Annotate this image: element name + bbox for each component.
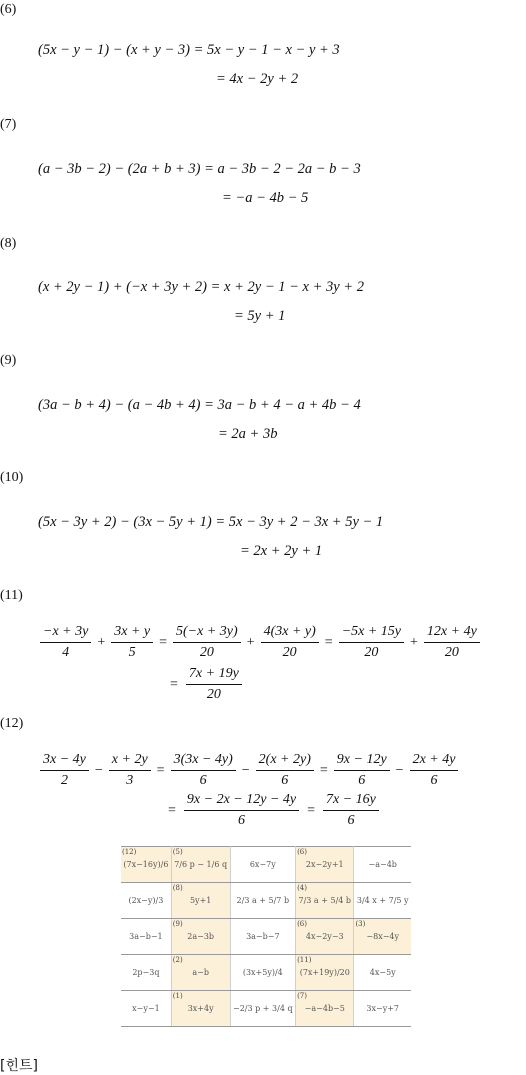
equation-line: (3a − b + 4) − (a − 4b + 4) = 3a − b + 4 − a + 4b − 4 — [38, 397, 361, 413]
answer-cell — [171, 919, 230, 955]
fraction: $\frac{3x - 4y}{2}$ — [40, 752, 89, 789]
cell-expression: 2p−3q — [132, 968, 160, 977]
answer-cell — [230, 955, 296, 991]
equation-line: $\frac{3x - 4y}{2}$ − $\frac{x + 2y}{3}$ = $\frac{3(3x - 4y)}{6}$ − $\frac{2(x + 2y)}{6}$ = $\frac{9x - 12y}{6}$ − $\frac{2x + 4y}{6}$ — [38, 752, 460, 789]
cell-expression: 4x−2y−3 — [305, 932, 344, 941]
equation-result: = 5y + 1 — [234, 308, 286, 324]
cell-expression: 3x+4y — [187, 1004, 214, 1013]
fraction: $\frac{5(-x + 3y)}{20}$ — [173, 624, 241, 661]
fraction: $\frac{9x - 12y}{6}$ — [334, 752, 390, 789]
answer-cell — [121, 883, 171, 919]
answer-cell — [121, 991, 171, 1027]
cell-expression: −2/3 p + 3/4 q — [233, 1004, 293, 1013]
fraction: $\frac{7x - 16y}{6}$ — [323, 792, 379, 829]
cell-expression: 4x−5y — [369, 968, 396, 977]
answer-cell — [354, 883, 411, 919]
cell-number-tag: (4) — [297, 884, 307, 892]
answer-cell — [296, 955, 354, 991]
equation-result: = 2x + 2y + 1 — [240, 543, 323, 559]
cell-number-tag: (12) — [122, 848, 137, 856]
cell-number-tag: (5) — [172, 848, 183, 856]
answer-cell — [230, 991, 296, 1027]
table-row — [121, 883, 411, 919]
table-row — [121, 847, 411, 883]
cell-expression: a−b — [192, 968, 209, 977]
table-row — [121, 991, 411, 1027]
cell-expression: 2x−2y+1 — [305, 860, 344, 869]
equation-line: (x + 2y − 1) + (−x + 3y + 2) = x + 2y − 1 − x + 3y + 2 — [38, 279, 364, 295]
answer-cell — [296, 919, 354, 955]
answer-cell — [354, 991, 411, 1027]
fraction: $\frac{3x + y}{5}$ — [111, 624, 153, 661]
cell-expression: 7/6 p − 1/6 q — [174, 860, 228, 869]
cell-expression: 2a−3b — [187, 932, 215, 941]
cell-expression: 3a−b−7 — [246, 932, 280, 941]
table-row — [121, 919, 411, 955]
problem-label: (12) — [0, 716, 24, 731]
cell-expression: (7x−16y)/6 — [123, 860, 169, 869]
answer-cell — [171, 955, 230, 991]
cell-number-tag: (6) — [297, 920, 307, 928]
cell-expression: −8x−4y — [366, 932, 400, 941]
problem-label: (11) — [0, 588, 23, 603]
fraction: $\frac{4(3x + y)}{20}$ — [261, 624, 319, 661]
answer-cell — [296, 847, 354, 883]
answer-cell — [171, 847, 230, 883]
problem-label: (10) — [0, 470, 24, 485]
cell-number-tag: (11) — [297, 956, 312, 964]
hint-label: [힌트] — [0, 1058, 38, 1074]
answer-cell — [230, 847, 296, 883]
answer-cell — [121, 847, 171, 883]
fraction: $\frac{3(3x - 4y)}{6}$ — [171, 752, 236, 789]
answer-cell — [121, 919, 171, 955]
answer-cell — [354, 847, 411, 883]
cell-number-tag: (9) — [172, 920, 183, 928]
fraction: $\frac{-x + 3y}{4}$ — [40, 624, 91, 661]
problem-label: (8) — [0, 236, 17, 251]
equation-line: (a − 3b − 2) − (2a + b + 3) = a − 3b − 2 − 2a − b − 3 — [38, 161, 361, 177]
answer-cell — [171, 991, 230, 1027]
equation-result: = $\frac{7x + 19y}{20}$ — [168, 666, 244, 703]
equation-line: (5x − y − 1) − (x + y − 3) = 5x − y − 1 − x − y + 3 — [38, 42, 340, 58]
cell-expression: 3a−b−1 — [129, 932, 163, 941]
answer-table — [121, 846, 411, 1027]
cell-expression: (2x−y)/3 — [128, 896, 164, 905]
equation-result: = 2a + 3b — [218, 426, 278, 442]
cell-number-tag: (8) — [172, 884, 183, 892]
cell-expression: −a−4b−5 — [304, 1004, 345, 1013]
table-row — [121, 955, 411, 991]
cell-expression: −a−4b — [368, 860, 397, 869]
answer-cell — [230, 883, 296, 919]
equation-line: (5x − 3y + 2) − (3x − 5y + 1) = 5x − 3y + 2 − 3x + 5y − 1 — [38, 514, 384, 530]
answer-cell — [171, 883, 230, 919]
problem-label: (9) — [0, 353, 17, 368]
fraction: $\frac{-5x + 15y}{20}$ — [339, 624, 404, 661]
cell-number-tag: (3) — [355, 920, 366, 928]
cell-number-tag: (2) — [172, 956, 183, 964]
equation-result: = 4x − 2y + 2 — [216, 71, 299, 87]
fraction: $\frac{2x + 4y}{6}$ — [410, 752, 459, 789]
equation-line: $\frac{-x + 3y}{4}$ + $\frac{3x + y}{5}$ = $\frac{5(-x + 3y)}{20}$ + $\frac{4(3x + y)}{20}$ = $\frac{-5x + 15y}{20}$ + $\frac{12x + 4y}{20}$ — [38, 624, 482, 661]
cell-number-tag: (1) — [172, 992, 183, 1000]
cell-expression: 7/3 a + 5/4 b — [298, 896, 352, 905]
cell-expression: (7x+19y)/20 — [299, 968, 350, 977]
cell-expression: 3x−y+7 — [366, 1004, 400, 1013]
cell-expression: 5y+1 — [189, 896, 212, 905]
cell-expression: (3x+5y)/4 — [242, 968, 283, 977]
problem-label: (6) — [0, 2, 17, 17]
answer-cell — [354, 919, 411, 955]
cell-number-tag: (7) — [297, 992, 307, 1000]
cell-expression: x−y−1 — [132, 1004, 160, 1013]
equation-result: = $\frac{9x - 2x - 12y - 4y}{6}$ = $\frac{7x - 16y}{6}$ — [166, 792, 381, 829]
problem-label: (7) — [0, 117, 17, 132]
answer-cell — [230, 919, 296, 955]
fraction: $\frac{9x - 2x - 12y - 4y}{6}$ — [184, 792, 299, 829]
answer-cell — [121, 955, 171, 991]
answer-cell — [296, 883, 354, 919]
cell-expression: 6x−7y — [249, 860, 276, 869]
fraction: $\frac{2(x + 2y)}{6}$ — [256, 752, 314, 789]
cell-expression: 3/4 x + 7/5 y — [356, 896, 409, 905]
equation-result: = −a − 4b − 5 — [222, 190, 309, 206]
fraction: $\frac{12x + 4y}{20}$ — [424, 624, 480, 661]
fraction: $\frac{x + 2y}{3}$ — [109, 752, 151, 789]
answer-cell — [296, 991, 354, 1027]
cell-expression: 2/3 a + 5/7 b — [236, 896, 290, 905]
answer-cell — [354, 955, 411, 991]
fraction: $\frac{7x + 19y}{20}$ — [186, 666, 242, 703]
cell-number-tag: (6) — [297, 848, 307, 856]
